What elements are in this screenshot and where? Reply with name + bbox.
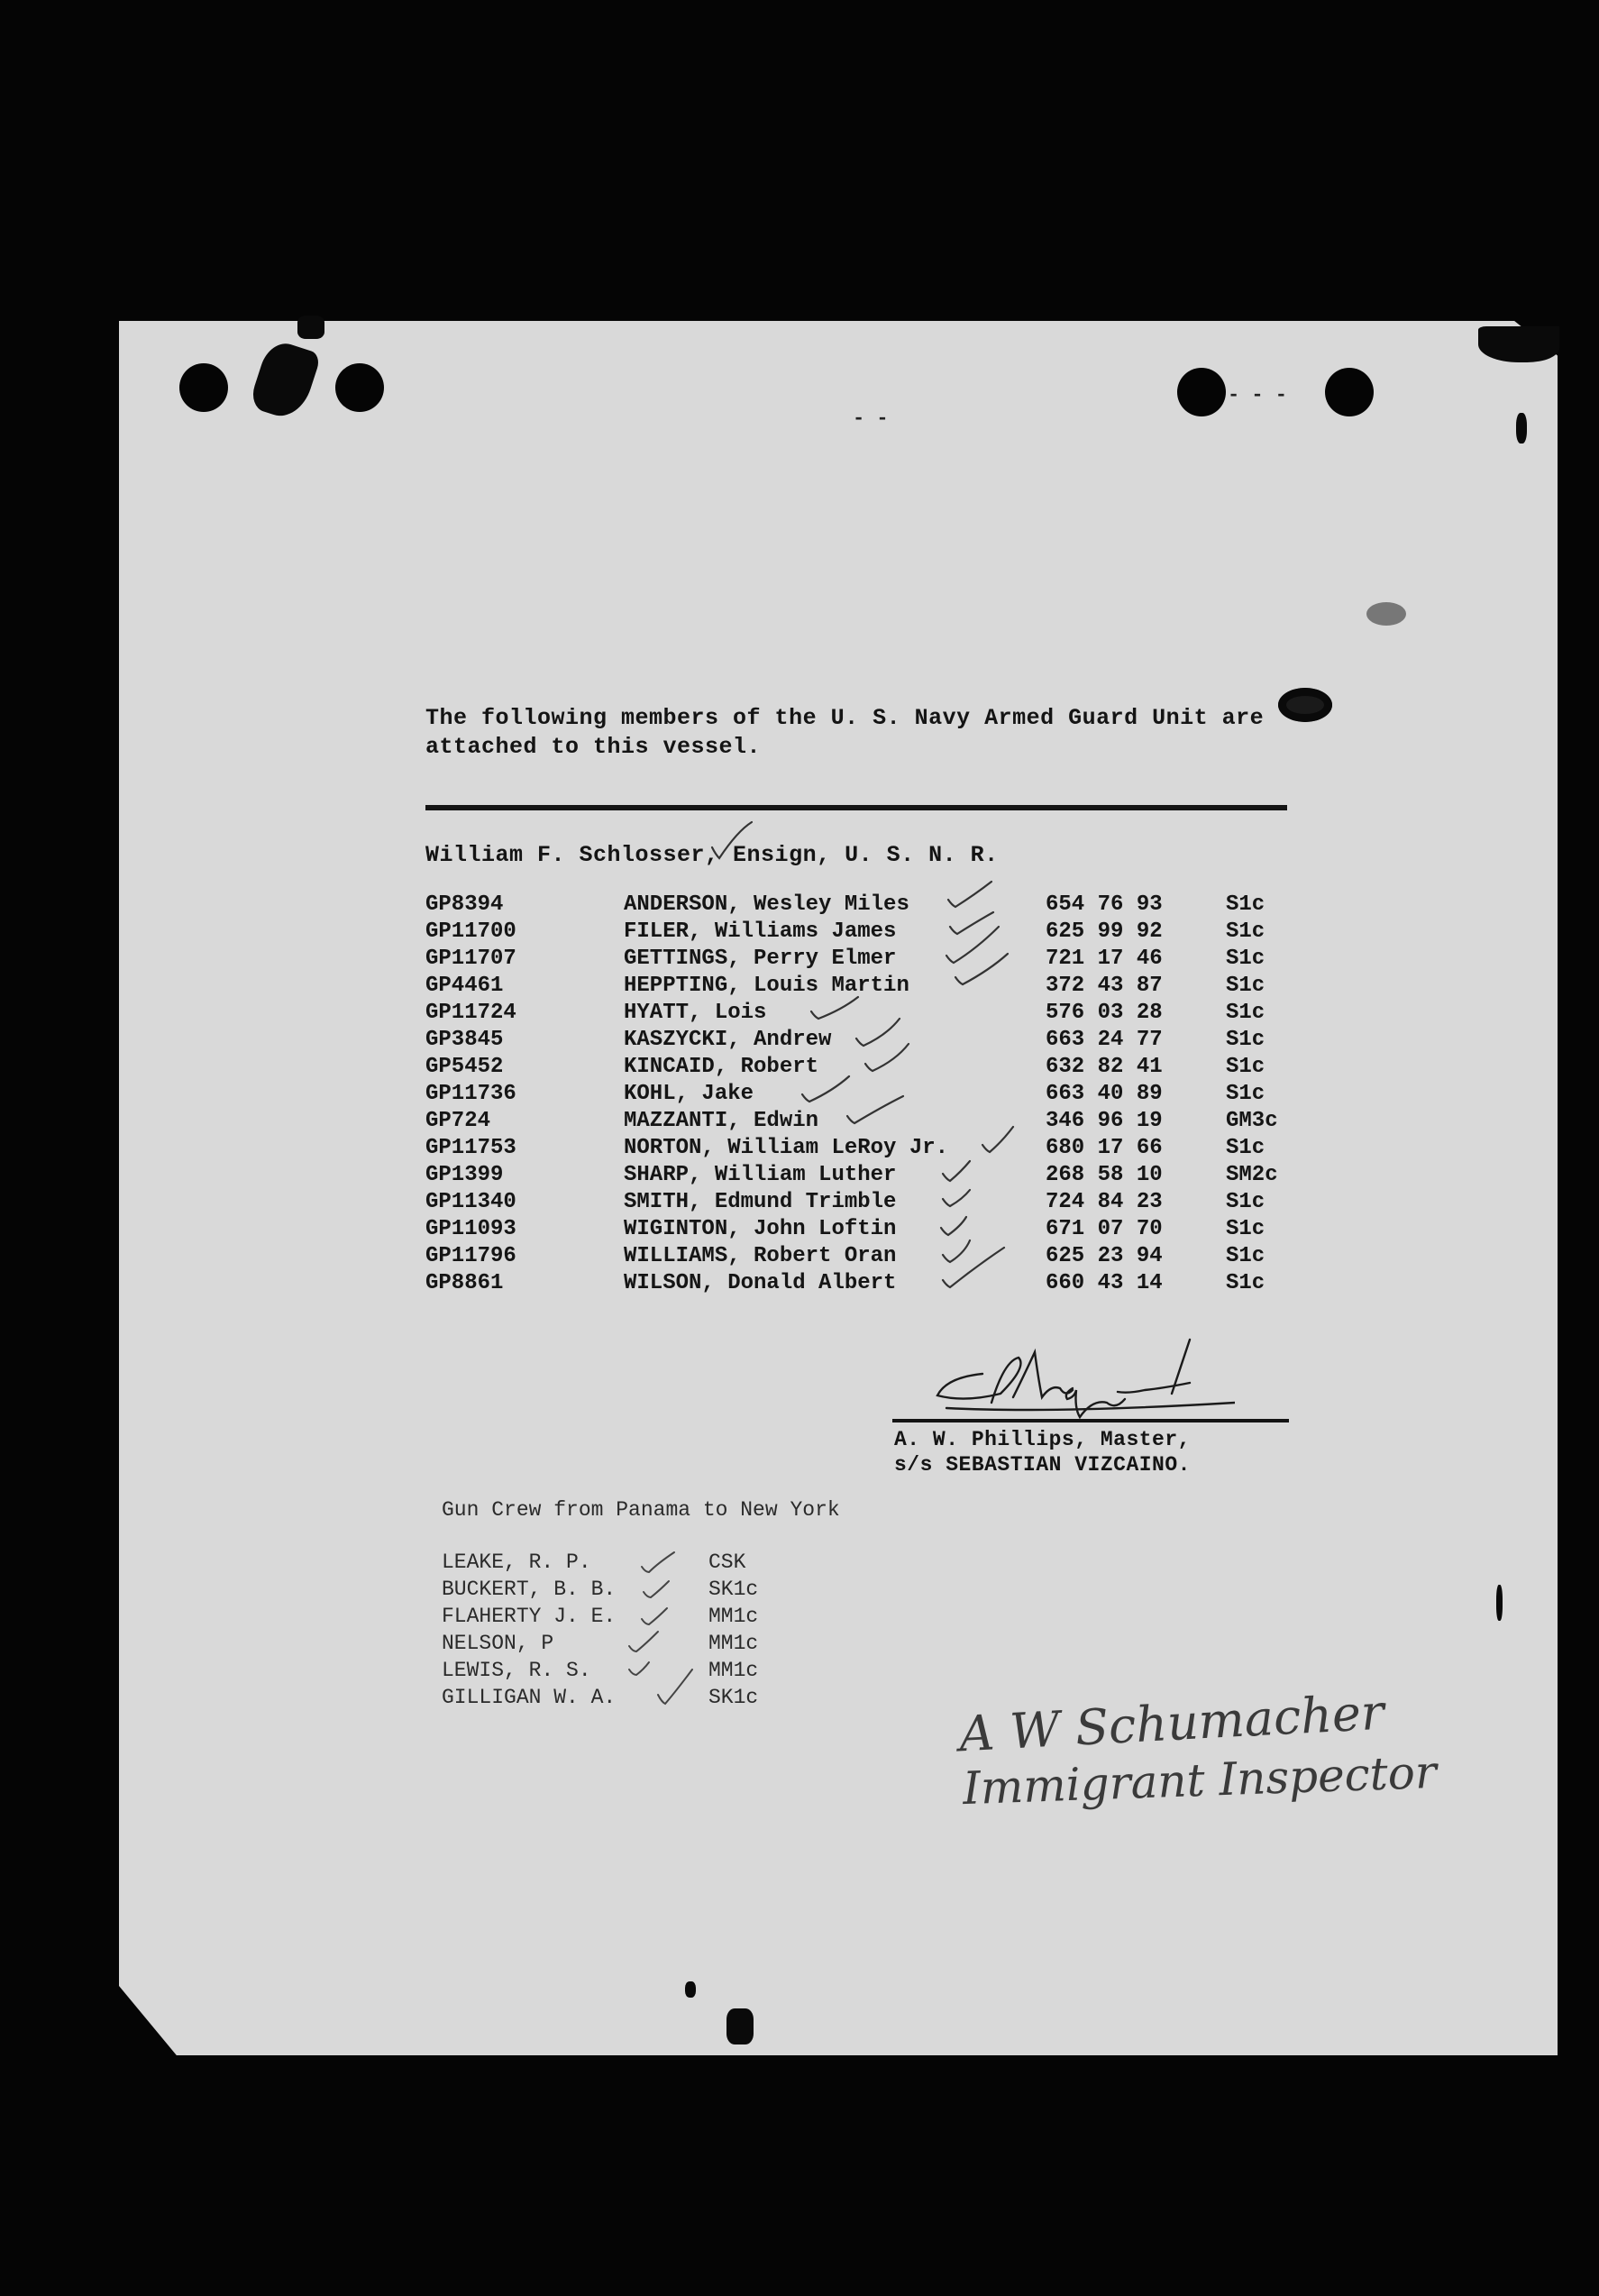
service-id: GP11700 xyxy=(425,919,516,944)
check-mark-icon xyxy=(658,1669,692,1704)
crew-name: HYATT, Lois xyxy=(624,1001,767,1025)
punch-dash-marks: - - - xyxy=(1228,384,1288,407)
inspector-title: Immigrant Inspector xyxy=(962,1745,1438,1816)
rating: S1c xyxy=(1226,1082,1265,1106)
crew-name: HEPPTING, Louis Martin xyxy=(624,974,909,998)
rating: GM3c xyxy=(1226,1109,1278,1133)
gun-crew-rating: MM1c xyxy=(708,1659,759,1682)
gun-crew-name: LEWIS, R. S. xyxy=(442,1659,591,1682)
check-mark-icon xyxy=(642,1608,667,1624)
rating: S1c xyxy=(1226,1055,1265,1079)
rating: S1c xyxy=(1226,919,1265,944)
service-id: GP11340 xyxy=(425,1190,516,1214)
service-number: 625 23 94 xyxy=(1046,1244,1163,1268)
crew-name: FILER, Williams James xyxy=(624,919,897,944)
service-number: 671 07 70 xyxy=(1046,1217,1163,1241)
service-id: GP3845 xyxy=(425,1028,504,1052)
service-number: 625 99 92 xyxy=(1046,919,1163,944)
rating: S1c xyxy=(1226,947,1265,971)
inspector-signature xyxy=(957,1683,1518,1830)
gun-crew-name: NELSON, P xyxy=(442,1632,554,1655)
service-number: 632 82 41 xyxy=(1046,1055,1163,1079)
check-mark-icon xyxy=(642,1552,674,1572)
service-number: 721 17 46 xyxy=(1046,947,1163,971)
service-id: GP8394 xyxy=(425,892,504,917)
gun-crew-rating: MM1c xyxy=(708,1632,759,1655)
rating: S1c xyxy=(1226,1028,1265,1052)
rating: S1c xyxy=(1226,1217,1265,1241)
service-id: GP11724 xyxy=(425,1001,516,1025)
service-number: 346 96 19 xyxy=(1046,1109,1163,1133)
rating: S1c xyxy=(1226,1001,1265,1025)
service-id: GP8861 xyxy=(425,1271,504,1295)
crew-name: WIGINTON, John Loftin xyxy=(624,1217,897,1241)
inspector-name: A W Schumacher xyxy=(957,1683,1386,1763)
master-vessel-line: s/s SEBASTIAN VIZCAINO. xyxy=(894,1453,1191,1477)
gun-crew-name: BUCKERT, B. B. xyxy=(442,1578,617,1601)
crew-name: WILLIAMS, Robert Oran xyxy=(624,1244,897,1268)
check-mark-icon xyxy=(629,1662,649,1675)
officer-line: William F. Schlosser, Ensign, U. S. N. R. xyxy=(425,842,999,868)
check-mark-icon xyxy=(629,1632,658,1651)
gun-crew-name: GILLIGAN W. A. xyxy=(442,1686,617,1709)
service-id: GP724 xyxy=(425,1109,491,1133)
rating: S1c xyxy=(1226,1271,1265,1295)
heading-line-1: The following members of the U. S. Navy Armed Guard Unit are xyxy=(425,705,1265,731)
crew-name: ANDERSON, Wesley Miles xyxy=(624,892,909,917)
gun-crew-rating: SK1c xyxy=(708,1686,759,1709)
service-number: 372 43 87 xyxy=(1046,974,1163,998)
gun-crew-rating: CSK xyxy=(708,1550,746,1574)
service-number: 660 43 14 xyxy=(1046,1271,1163,1295)
service-id: GP5452 xyxy=(425,1055,504,1079)
service-id: GP11736 xyxy=(425,1082,516,1106)
crew-name: KINCAID, Robert xyxy=(624,1055,819,1079)
check-mark-icon xyxy=(644,1581,669,1597)
service-id: GP4461 xyxy=(425,974,504,998)
service-number: 680 17 66 xyxy=(1046,1136,1163,1160)
gun-crew-title: Gun Crew from Panama to New York xyxy=(442,1498,840,1522)
rating: S1c xyxy=(1226,974,1265,998)
crew-name: MAZZANTI, Edwin xyxy=(624,1109,819,1133)
crew-name: WILSON, Donald Albert xyxy=(624,1271,897,1295)
crew-name: GETTINGS, Perry Elmer xyxy=(624,947,897,971)
gun-crew-name: LEAKE, R. P. xyxy=(442,1550,591,1574)
master-name-line: A. W. Phillips, Master, xyxy=(894,1428,1191,1451)
service-id: GP11796 xyxy=(425,1244,516,1268)
crew-name: KASZYCKI, Andrew xyxy=(624,1028,832,1052)
rating: S1c xyxy=(1226,1190,1265,1214)
crew-name: SMITH, Edmund Trimble xyxy=(624,1190,897,1214)
heading-line-2: attached to this vessel. xyxy=(425,734,762,760)
rating: SM2c xyxy=(1226,1163,1278,1187)
punch-dash-marks: - - xyxy=(853,407,889,430)
service-id: GP11753 xyxy=(425,1136,516,1160)
gun-crew-rating: MM1c xyxy=(708,1605,759,1628)
service-number: 268 58 10 xyxy=(1046,1163,1163,1187)
service-number: 663 40 89 xyxy=(1046,1082,1163,1106)
rating: S1c xyxy=(1226,1244,1265,1268)
crew-name: KOHL, Jake xyxy=(624,1082,754,1106)
rating: S1c xyxy=(1226,892,1265,917)
gun-crew-name: FLAHERTY J. E. xyxy=(442,1605,617,1628)
service-number: 654 76 93 xyxy=(1046,892,1163,917)
crew-name: NORTON, William LeRoy Jr. xyxy=(624,1136,949,1160)
service-number: 576 03 28 xyxy=(1046,1001,1163,1025)
rating: S1c xyxy=(1226,1136,1265,1160)
service-number: 663 24 77 xyxy=(1046,1028,1163,1052)
service-id: GP11707 xyxy=(425,947,516,971)
crew-name: SHARP, William Luther xyxy=(624,1163,897,1187)
service-id: GP11093 xyxy=(425,1217,516,1241)
service-number: 724 84 23 xyxy=(1046,1190,1163,1214)
gun-crew-rating: SK1c xyxy=(708,1578,759,1601)
service-id: GP1399 xyxy=(425,1163,504,1187)
